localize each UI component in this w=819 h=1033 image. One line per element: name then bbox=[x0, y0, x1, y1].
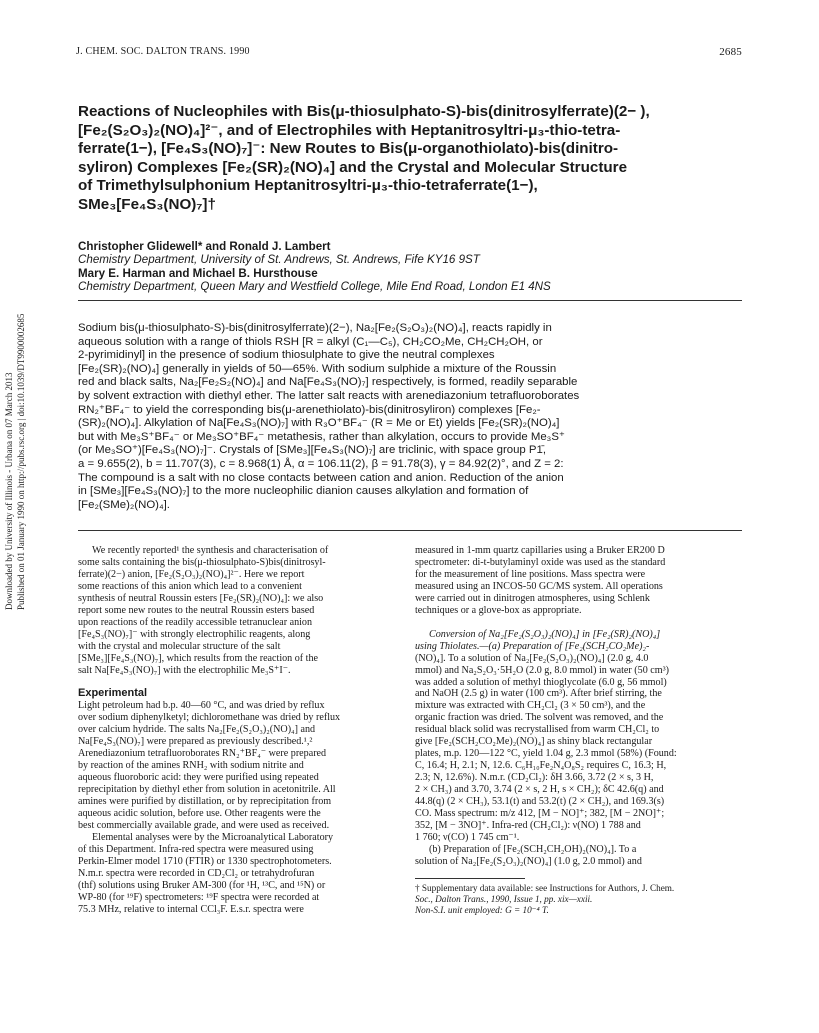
author-affiliation-2: Chemistry Department, Queen Mary and Westfield College, Mile End Road, London E1 4NS bbox=[78, 280, 551, 294]
intro-line: ferrate)(2−) anion, [Fe₂(S₂O₃)₂(NO)₄]²⁻. Here we report bbox=[78, 568, 305, 580]
conversion-line: 352, [M − 3NO]⁺. Infra-red (CH₂Cl₂): ν(NO) 1 788 and bbox=[415, 819, 641, 831]
experimental-line: by reaction of the amines RNH₂ with sodium nitrite and bbox=[78, 760, 304, 772]
analysis-line: 75.3 MHz, relative to internal CCl₃F. E.s.r. spectra were bbox=[78, 903, 304, 915]
conversion-line: mixture was extracted with CH₂Cl₂ (3 × 50 cm³), and the bbox=[415, 700, 646, 712]
conversion-line: using Thiolates.—(a) Preparation of [Fe₂(SCH₂CO₂Me)₂- bbox=[415, 640, 650, 652]
conversion-line: (NO)₄]. To a solution of Na₂[Fe₂(S₂O₃)₂(NO)₄] (2.0 g, 4.0 bbox=[415, 652, 649, 664]
author-names-1: Christopher Glidewell* and Ronald J. Lambert bbox=[78, 240, 331, 253]
conversion-line: give [Fe₂(SCH₂CO₂Me)₂(NO)₄] as shiny black rectangular bbox=[415, 736, 653, 748]
abstract-line: (SR)₂(NO)₄]. Alkylation of Na[Fe₄S₃(NO)₇] with R₃O⁺BF₄⁻ (R = Me or Et) yields [Fe₂(SR)₂(NO)₄] bbox=[78, 417, 560, 430]
abstract-rule bbox=[78, 530, 742, 531]
article-title bbox=[78, 103, 748, 215]
conversion-line: Conversion of Na₂[Fe₂(S₂O₃)₂(NO)₄] in [Fe₂(SR)₂(NO)₄] bbox=[429, 628, 661, 640]
experimental-line: Na[Fe₄S₃(NO)₇] were prepared as previously described.¹,² bbox=[78, 736, 313, 748]
intro-line: [SMe₃][Fe₄S₃(NO)₇], which results from the reaction of the bbox=[78, 652, 319, 664]
analysis-line: (thf) solutions using Bruker AM-300 (for ¹H, ¹³C, and ¹⁵N) or bbox=[78, 879, 326, 891]
journal-reference: J. CHEM. SOC. DALTON TRANS. 1990 bbox=[76, 46, 250, 57]
experimental-line: reprecipitation by diethyl ether from solution in acetonitrile. All bbox=[78, 784, 336, 796]
abstract-line: a = 9.655(2), b = 11.707(3), c = 8.968(1) Å, α = 106.11(2), β = 91.78(3), γ = 84.92(2)°, and Z = 2: bbox=[78, 457, 564, 470]
experimental-line: over calcium hydride. The salts Na₂[Fe₂(S₂O₃)₂(NO)₄] and bbox=[78, 724, 316, 736]
right-column bbox=[415, 545, 751, 916]
experimental-line: aqueous fluoroboric acid: they were purified using repeated bbox=[78, 772, 319, 784]
watermark-line-2: Published on 01 January 1990 on http://pubs.rsc.org | doi:10.1039/DT9900002685 bbox=[16, 313, 26, 610]
title-line: SMe₃[Fe₄S₃(NO)₇]† bbox=[78, 195, 216, 213]
methods-line: spectrometer: di-t-butylaminyl oxide was used as the standard bbox=[415, 556, 666, 568]
analysis-line: WP-80 (for ¹⁹F) spectrometers: ¹⁹F spectra were recorded at bbox=[78, 891, 320, 903]
left-column bbox=[78, 545, 414, 916]
conversion-line: organic fraction was dried. The solvent was removed, and the bbox=[415, 712, 664, 724]
title-line: ferrate(1−), [Fe₄S₃(NO)₇]⁻: New Routes to Bis(μ-organothiolato)-bis(dinitro- bbox=[78, 140, 619, 158]
footnote-rule bbox=[415, 878, 525, 879]
footnote-units: Non-S.I. unit employed: G = 10⁻⁴ T. bbox=[415, 904, 549, 915]
conversion-line: residual black solid was recrystallised from warm CH₂Cl₂ to bbox=[415, 724, 660, 736]
watermark-line-1: Downloaded by University of Illinois - Urbana on 07 March 2013 bbox=[4, 372, 14, 610]
abstract-line: (or Me₃SO⁺)[Fe₄S₃(NO)₇]⁻. Crystals of [SMe₃][Fe₄S₃(NO)₇] are triclinic, with space group P1̄, bbox=[78, 444, 547, 457]
title-line: of Trimethylsulphonium Heptanitrosyltri-μ₃-thio-tetraferrate(1−), bbox=[78, 177, 538, 195]
methods-line: for the measurement of line positions. Mass spectra were bbox=[415, 568, 646, 580]
intro-line: some reactions of this anion which lead to a convenient bbox=[78, 580, 302, 592]
experimental-line: amines were purified by distillation, or by reprecipitation from bbox=[78, 796, 332, 808]
conversion-line: CO. Mass spectrum: m/z 412, [M − NO]⁺; 382, [M − 2NO]⁺; bbox=[415, 808, 665, 820]
footnote-supplementary-cont: Soc., Dalton Trans., 1990, Issue 1, pp. xix—xxii. bbox=[415, 893, 593, 904]
preparation-b-line: solution of Na₂[Fe₂(S₂O₃)₂(NO)₄] (1.0 g, 2.0 mmol) and bbox=[415, 855, 642, 867]
title-line: Reactions of Nucleophiles with Bis(μ-thiosulphato-S)-bis(dinitrosylferrate)(2− ), bbox=[78, 103, 650, 120]
header-rule bbox=[78, 300, 742, 301]
analysis-line: of this Department. Infra-red spectra were measured using bbox=[78, 843, 314, 855]
conversion-line: and NaOH (2.5 g) in water (100 cm³). After brief stirring, the bbox=[415, 688, 662, 700]
abstract-line: but with Me₃S⁺BF₄⁻ or Me₃SO⁺BF₄⁻ metathesis, rather than alkylation, occurs to provide Me₃S⁺ bbox=[78, 430, 565, 443]
methods-line: techniques or a glove-box as appropriate. bbox=[415, 604, 582, 616]
conversion-line: was added a solution of methyl thioglycolate (6.0 g, 56 mmol) bbox=[415, 676, 667, 688]
methods-line: measured using an INCOS-50 GC/MS system. All operations bbox=[415, 580, 663, 592]
conversion-line: plates, m.p. 120—122 °C, yield 1.04 g, 2.3 mmol (58%) (Found: bbox=[415, 748, 677, 760]
conversion-line: mmol) and Na₂S₂O₃·5H₂O (2.0 g, 8.0 mmol) in water (50 cm³) bbox=[415, 664, 669, 676]
intro-line: salt Na[Fe₄S₃(NO)₇] with the electrophilic Me₃S⁺I⁻. bbox=[78, 664, 291, 676]
preparation-b-line: (b) Preparation of [Fe₂(SCH₂CH₂OH)₂(NO)₄]. To a bbox=[429, 843, 637, 855]
abstract-line: Sodium bis(μ-thiosulphato-S)-bis(dinitrosylferrate)(2−), Na₂[Fe₂(S₂O₃)₂(NO)₄], reacts rapidly in bbox=[78, 322, 552, 334]
abstract bbox=[78, 322, 748, 512]
page-number: 2685 bbox=[719, 46, 742, 58]
intro-line: upon reactions of the readily accessible tetranuclear anion bbox=[78, 616, 313, 628]
conversion-line: 1 760; ν(CO) 1 745 cm⁻¹. bbox=[415, 831, 520, 843]
conversion-line: C, 16.4; H, 2.1; N, 12.6. C₆H₁₀Fe₂N₄O₈S₂ requires C, 16.3; H, bbox=[415, 760, 667, 772]
title-line: syliron) Complexes [Fe₂(SR)₂(NO)₄] and the Crystal and Molecular Structure bbox=[78, 158, 628, 176]
conversion-line: 2.3; N, 12.6%). N.m.r. (CD₂Cl₂): δH 3.66, 3.72 (2 × s, 3 H, bbox=[415, 772, 654, 784]
analysis-line: N.m.r. spectra were recorded in CD₂Cl₂ or tetrahydrofuran bbox=[78, 867, 315, 879]
abstract-line: [Fe₂(SR)₂(NO)₄] generally in yields of 50—65%. With sodium sulphide a mixture of the Roussin bbox=[78, 362, 557, 375]
section-heading-experimental: Experimental bbox=[78, 688, 148, 700]
experimental-line: over sodium diphenylketyl; dichloromethane was dried by reflux bbox=[78, 712, 341, 724]
intro-line: We recently reported¹ the synthesis and characterisation of bbox=[92, 545, 329, 556]
experimental-line: Light petroleum had b.p. 40—60 °C, and was dried by reflux bbox=[78, 700, 325, 712]
abstract-line: in [SMe₃][Fe₄S₃(NO)₇] to the more nucleophilic dianion causes alkylation and formation of bbox=[78, 485, 529, 498]
author-block bbox=[78, 240, 748, 294]
abstract-line: RN₂⁺BF₄⁻ to yield the corresponding bis(μ-arenethiolato)-bis(dinitrosyliron) complexes [Fe₂- bbox=[78, 403, 541, 416]
intro-line: [Fe₄S₃(NO)₇]⁻ with strongly electrophilic reagents, along bbox=[78, 628, 311, 640]
abstract-line: [Fe₂(SMe)₂(NO)₄]. bbox=[78, 498, 170, 511]
footnote-supplementary: † Supplementary data available: see Instructions for Authors, J. Chem. bbox=[415, 882, 675, 893]
conversion-line: 2 × CH₃) and 3.70, 3.74 (2 × s, 2 H, s × CH₂); δC 42.6(q) and bbox=[415, 784, 664, 796]
methods-line: were carried out in dinitrogen atmospheres, using Schlenk bbox=[415, 592, 650, 604]
methods-line: measured in 1-mm quartz capillaries using a Bruker ER200 D bbox=[415, 545, 665, 556]
abstract-line: 2-pyrimidinyl] in the presence of sodium thiosulphate to give the neutral complexes bbox=[78, 349, 495, 362]
experimental-line: best commercially available grade, and were used as received. bbox=[78, 819, 330, 831]
analysis-line: Perkin-Elmer model 1710 (FTIR) or 1330 spectrophotometers. bbox=[78, 855, 332, 867]
intro-line: synthesis of neutral Roussin esters [Fe₂(SR)₂(NO)₄]: we also bbox=[78, 592, 324, 604]
download-watermark bbox=[2, 110, 32, 610]
title-line: [Fe₂(S₂O₃)₂(NO)₄]²⁻, and of Electrophiles with Heptanitrosyltri-μ₃-thio-tetra- bbox=[78, 121, 621, 139]
author-names-2: Mary E. Harman and Michael B. Hursthouse bbox=[78, 266, 318, 280]
abstract-line: The compound is a salt with no close contacts between cation and anion. Reduction of the anion bbox=[78, 471, 564, 484]
running-head bbox=[76, 46, 742, 60]
abstract-line: aqueous solution with a range of thiols RSH [R = alkyl (C₁—C₅), CH₂CO₂Me, CH₂CH₂OH, or bbox=[78, 335, 543, 348]
abstract-line: by solvent extraction with diethyl ether. The latter salt reacts with arenediazonium tetrafluoroborates bbox=[78, 389, 580, 402]
abstract-line: red and black salts, Na₂[Fe₂S₂(NO)₄] and Na[Fe₄S₃(NO)₇] respectively, is formed, readily separable bbox=[78, 376, 578, 389]
intro-line: with the crystal and molecular structure of the salt bbox=[78, 640, 281, 652]
analysis-line: Elemental analyses were by the Microanalytical Laboratory bbox=[92, 831, 334, 843]
experimental-line: Arenediazonium tetrafluoroborates RN₂⁺BF₄⁻ were prepared bbox=[78, 748, 327, 760]
author-affiliation-1: Chemistry Department, University of St. Andrews, St. Andrews, Fife KY16 9ST bbox=[78, 253, 480, 267]
intro-line: report some new routes to the neutral Roussin esters based bbox=[78, 604, 315, 616]
experimental-line: aqueous acidic solution, before use. Other reagents were the bbox=[78, 808, 321, 820]
intro-line: some salts containing the bis(μ-thiosulphato-S)bis(dinitrosyl- bbox=[78, 556, 326, 568]
conversion-line: 44.8(q) (2 × CH₃), 53.1(t) and 53.2(t) (2 × CH₂), and 169.3(s) bbox=[415, 796, 665, 808]
